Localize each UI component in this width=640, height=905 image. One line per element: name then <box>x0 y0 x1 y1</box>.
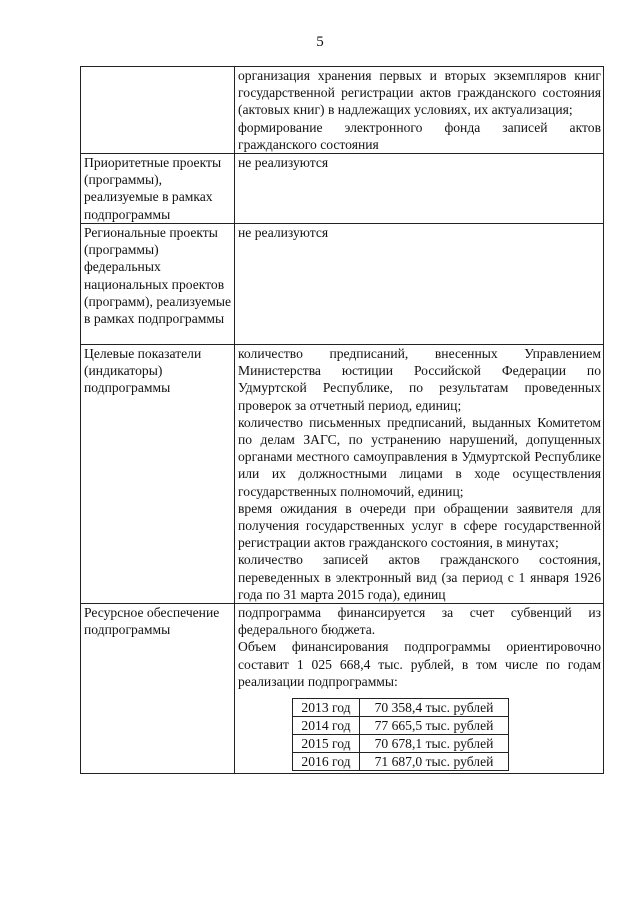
financing-amount: 70 358,4 тыс. рублей <box>360 699 509 717</box>
table-row <box>81 224 604 345</box>
row-content <box>235 224 604 345</box>
financing-amount: 70 678,1 тыс. рублей <box>360 735 509 753</box>
table-row <box>81 604 604 774</box>
financing-row <box>293 735 509 753</box>
passport-table <box>80 66 604 774</box>
financing-year: 2015 год <box>293 735 360 753</box>
content-paragraph: подпрограмма финансируется за счет субвенций из федерального бюджета. <box>238 605 601 638</box>
financing-year: 2013 год <box>293 699 360 717</box>
financing-amount: 77 665,5 тыс. рублей <box>360 717 509 735</box>
row-content <box>235 604 604 774</box>
financing-table <box>292 698 509 771</box>
table-row <box>81 345 604 604</box>
content-paragraph: формирование электронного фонда записей актов гражданского состояния <box>238 119 601 152</box>
row-label <box>81 67 235 154</box>
content-paragraph: время ожидания в очереди при обращении заявителя для получения государственных услуг в сфере государственной регистрации актов гражданского состояния, в минутах; <box>238 500 601 551</box>
row-content <box>235 67 604 154</box>
financing-amount: 71 687,0 тыс. рублей <box>360 753 509 771</box>
content-paragraph: количество записей актов гражданского состояния, переведенных в электронный вид (за период с 1 января 1926 года по 31 марта 2015 года), единиц <box>238 552 601 602</box>
financing-row <box>293 699 509 717</box>
financing-row <box>293 717 509 735</box>
table-row <box>81 67 604 154</box>
content-paragraph: не реализуются <box>238 225 329 241</box>
row-content <box>235 345 604 604</box>
financing-wrapper <box>238 690 601 773</box>
row-label: Приоритетные проекты (программы), реализуемые в рамках подпрограммы <box>81 154 235 224</box>
table-row <box>81 154 604 224</box>
row-content <box>235 154 604 224</box>
financing-year: 2016 год <box>293 753 360 771</box>
content-paragraph: количество предписаний, внесенных Управлением Министерства юстиции Российской Федерации по Удмуртской Республике, по результатам проведенных проверок за отчетный период, единиц; <box>238 346 601 413</box>
row-label: Региональные проекты (программы) федеральных национальных проектов (программ), реализуемые в рамках подпрограммы <box>81 224 235 345</box>
page-number: 5 <box>316 34 324 50</box>
content-paragraph: количество письменных предписаний, выданных Комитетом по делам ЗАГС, по устранению нарушений, допущенных органами местного самоуправления в Удмуртской Республике или их должностными лицами в ходе осуществления государственных полномочий, единиц; <box>238 414 601 499</box>
row-label: Ресурсное обеспечение подпрограммы <box>81 604 235 774</box>
content-paragraph: Объем финансирования подпрограммы ориентировочно составит 1 025 668,4 тыс. рублей, в том числе по годам реализации подпрограммы: <box>238 639 601 689</box>
content-paragraph: организация хранения первых и вторых экземпляров книг государственной регистрации актов гражданского состояния (актовых книг) в надлежащих условиях, их актуализация; <box>238 68 601 118</box>
row-label: Целевые показатели (индикаторы) подпрограммы <box>81 345 235 604</box>
content-paragraph: не реализуются <box>238 155 329 171</box>
financing-row <box>293 753 509 771</box>
financing-year: 2014 год <box>293 717 360 735</box>
